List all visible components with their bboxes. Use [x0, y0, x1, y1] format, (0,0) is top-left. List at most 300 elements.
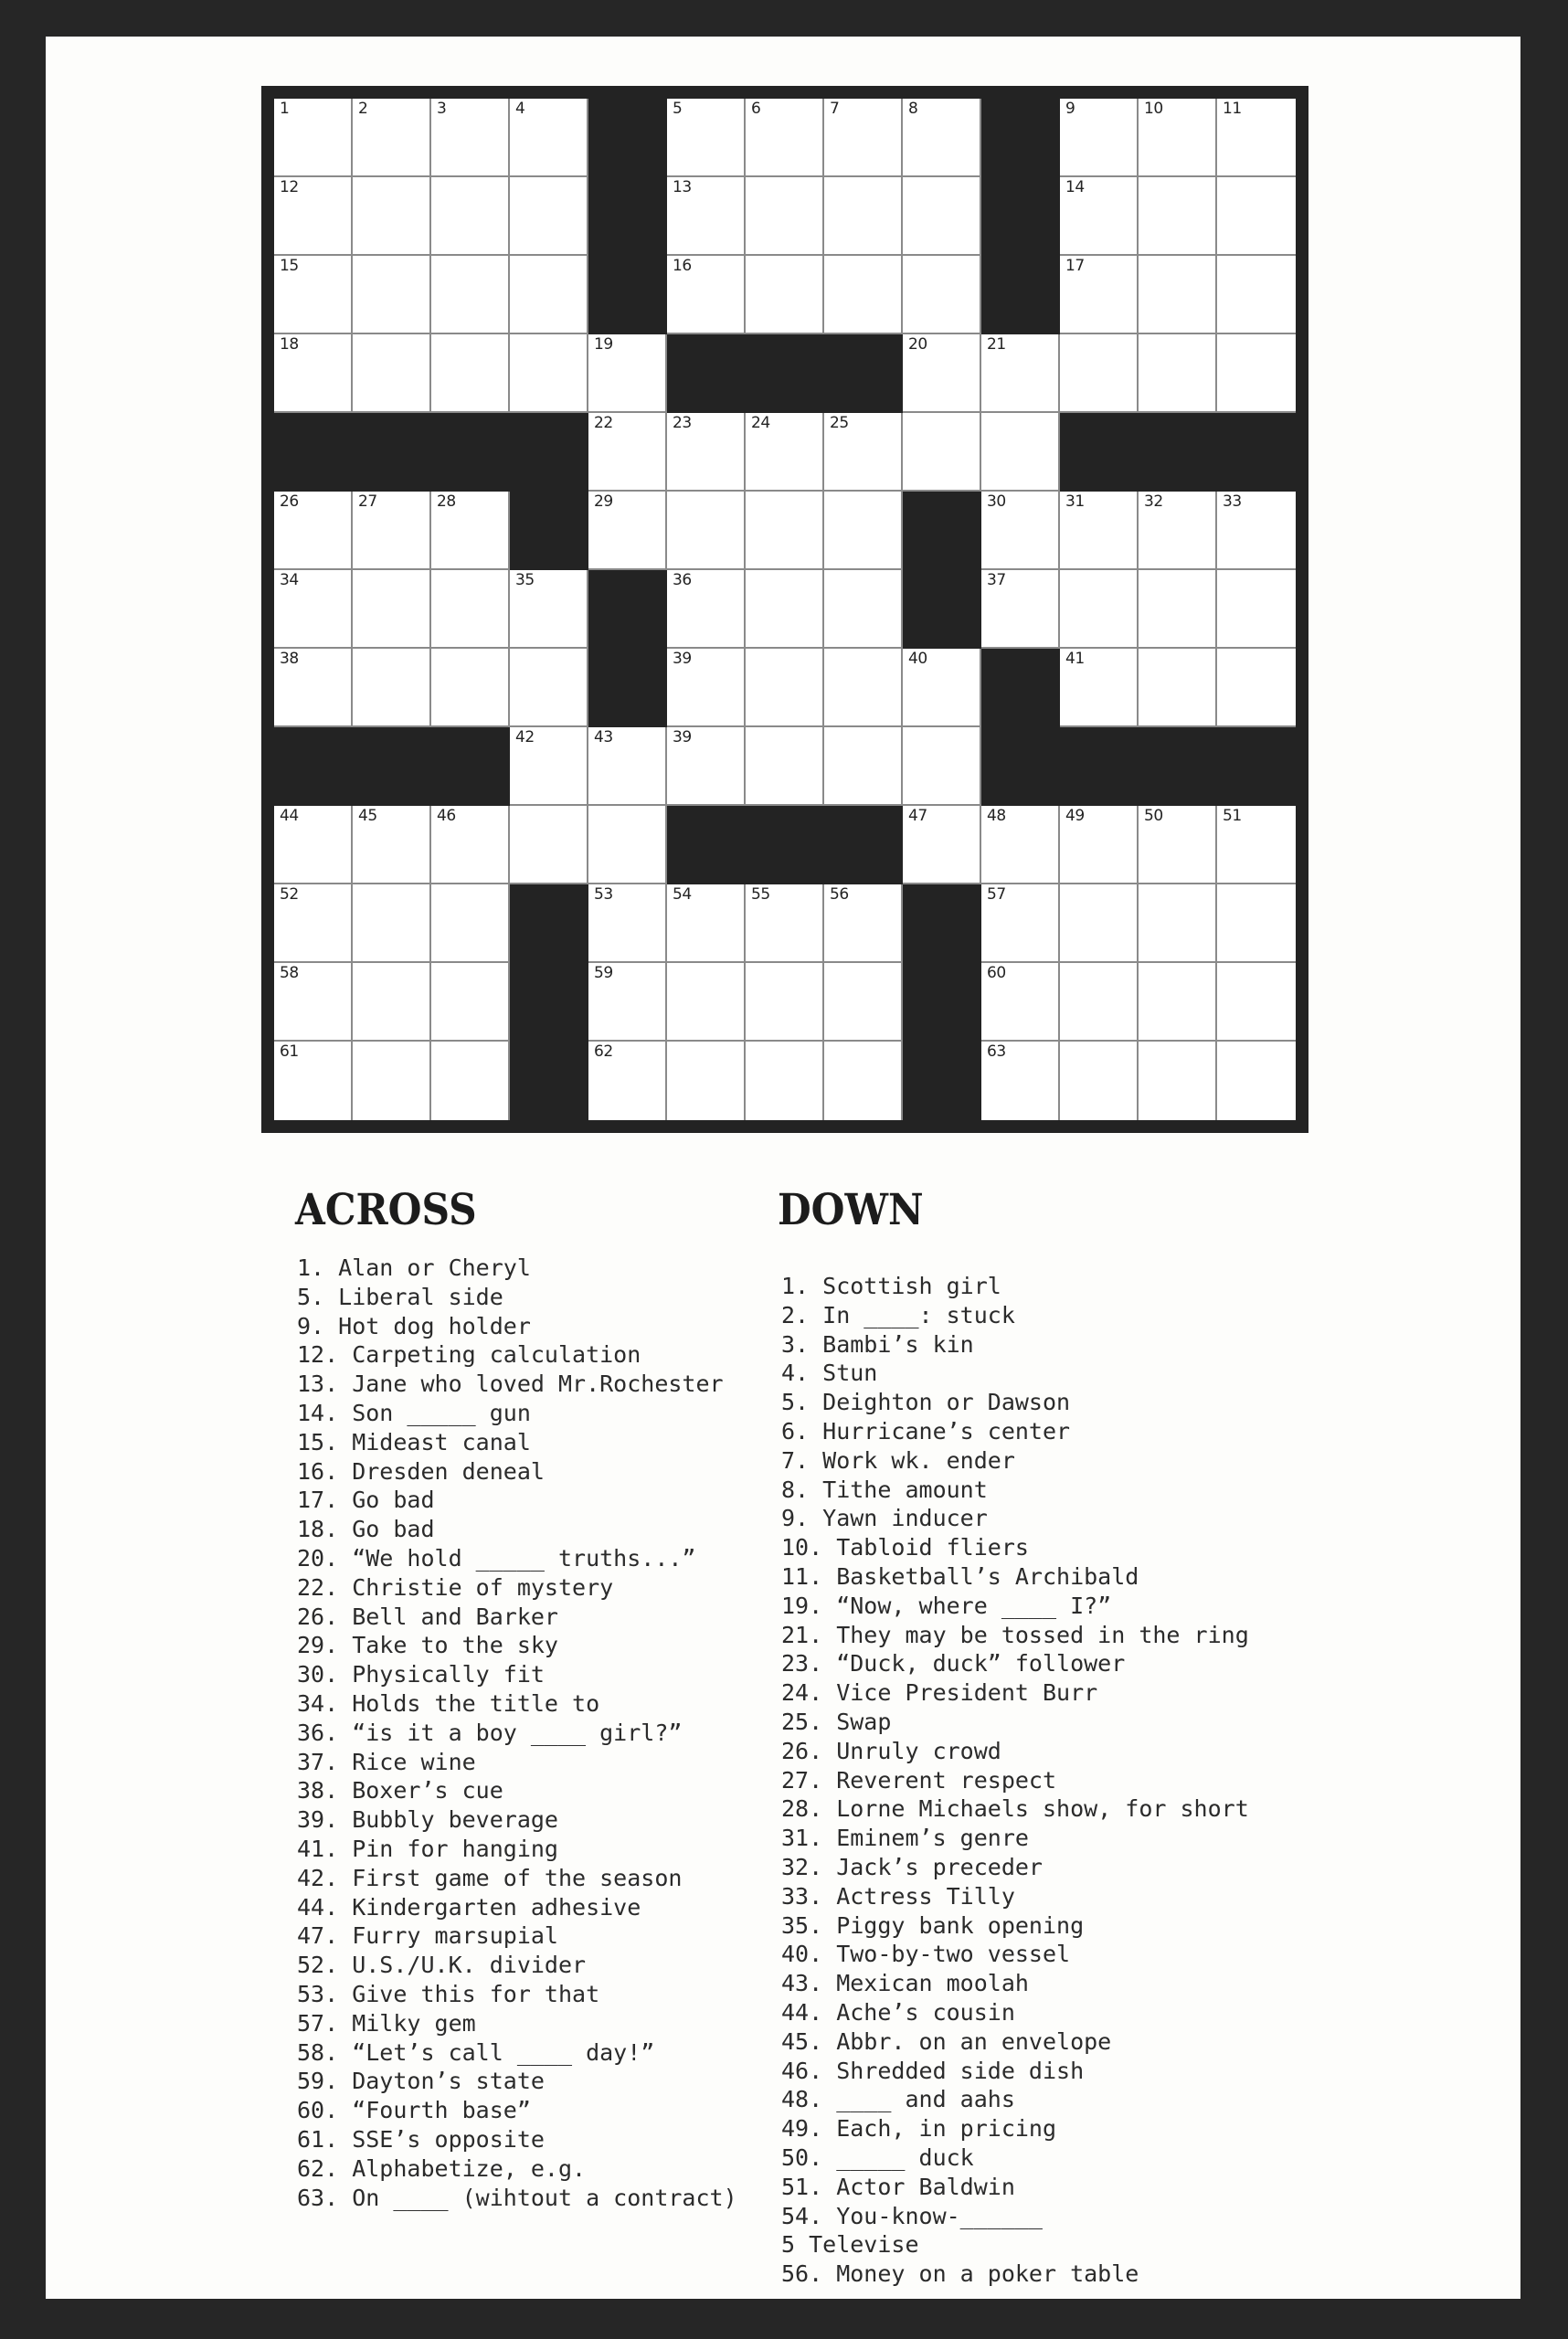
cell-number: 58 [280, 964, 299, 982]
grid-cell-black [431, 727, 510, 806]
cell-number: 28 [437, 492, 456, 511]
grid-cell-black [431, 413, 510, 492]
grid-cell[interactable] [353, 884, 431, 963]
cell-number: 5 [673, 100, 683, 118]
grid-cell[interactable] [746, 492, 824, 570]
grid-cell[interactable] [1060, 963, 1139, 1042]
grid-cell[interactable] [1217, 963, 1296, 1042]
grid-cell[interactable] [1060, 99, 1139, 177]
grid-cell-black [903, 570, 981, 649]
grid-cell[interactable] [981, 413, 1060, 492]
grid-cell-black [824, 334, 903, 413]
grid-cell[interactable] [274, 99, 353, 177]
clue-line: 46. Shredded side dish [781, 2057, 1085, 2084]
clue-line: 27. Reverent respect [781, 1766, 1057, 1794]
grid-cell-black [667, 334, 746, 413]
grid-cell[interactable] [1139, 1042, 1217, 1120]
grid-cell[interactable] [1217, 492, 1296, 570]
grid-cell[interactable] [667, 1042, 746, 1120]
cell-number: 11 [1223, 100, 1242, 118]
clue-line: 60. “Fourth base” [297, 2097, 531, 2124]
grid-cell[interactable] [274, 1042, 353, 1120]
grid-cell[interactable] [824, 177, 903, 256]
cell-number: 9 [1065, 100, 1075, 118]
cell-number: 34 [280, 571, 299, 589]
grid-cell-black [588, 177, 667, 256]
grid-cell-black [1217, 413, 1296, 492]
clue-line: 9. Hot dog holder [297, 1312, 531, 1339]
clue-line: 21. They may be tossed in the ring [781, 1621, 1249, 1648]
grid-cell-black [981, 727, 1060, 806]
cell-number: 40 [908, 650, 927, 668]
grid-cell[interactable] [353, 963, 431, 1042]
grid-cell-black [510, 884, 588, 963]
clue-line: 63. On ____ (wihtout a contract) [297, 2184, 737, 2211]
across-header: ACROSS [295, 1185, 477, 1235]
grid-cell-black [1060, 727, 1139, 806]
grid-cell[interactable] [274, 806, 353, 884]
clue-line: 26. Bell and Barker [297, 1603, 558, 1630]
grid-cell[interactable] [1217, 99, 1296, 177]
grid-cell[interactable] [667, 413, 746, 492]
cell-number: 26 [280, 492, 299, 511]
clue-line: 44. Kindergarten adhesive [297, 1893, 641, 1921]
grid-cell[interactable] [274, 256, 353, 334]
grid-cell[interactable] [274, 570, 353, 649]
cell-number: 39 [673, 650, 692, 668]
grid-cell[interactable] [431, 884, 510, 963]
grid-cell[interactable] [667, 963, 746, 1042]
clue-line: 4. Stun [781, 1360, 878, 1387]
grid-cell[interactable] [353, 492, 431, 570]
cell-number: 3 [437, 100, 447, 118]
grid-cell[interactable] [746, 413, 824, 492]
grid-cell-black [353, 413, 431, 492]
cell-number: 46 [437, 807, 456, 825]
cell-number: 16 [673, 257, 692, 275]
cell-number: 18 [280, 335, 299, 354]
grid-cell-black [981, 99, 1060, 177]
clue-line: 9. Yawn inducer [781, 1505, 988, 1532]
grid-cell[interactable] [1060, 492, 1139, 570]
grid-cell[interactable] [824, 963, 903, 1042]
grid-cell[interactable] [1139, 649, 1217, 727]
clue-line: 59. Dayton’s state [297, 2068, 545, 2095]
grid-cell[interactable] [353, 99, 431, 177]
grid-cell[interactable] [824, 99, 903, 177]
clue-line: 31. Eminem’s genre [781, 1825, 1029, 1852]
clue-line: 53. Give this for that [297, 1980, 600, 2007]
grid-cell[interactable] [903, 99, 981, 177]
grid-cell[interactable] [903, 727, 981, 806]
grid-cell-black [588, 256, 667, 334]
grid-cell[interactable] [824, 884, 903, 963]
clue-line: 5. Deighton or Dawson [781, 1389, 1071, 1416]
grid-cell[interactable] [588, 413, 667, 492]
grid-cell[interactable] [353, 1042, 431, 1120]
grid-cell[interactable] [510, 727, 588, 806]
cell-number: 24 [751, 414, 770, 432]
grid-cell-black [903, 884, 981, 963]
cell-number: 25 [830, 414, 849, 432]
grid-cell[interactable] [746, 99, 824, 177]
grid-cell[interactable] [1139, 570, 1217, 649]
grid-cell[interactable] [1060, 884, 1139, 963]
cell-number: 60 [987, 964, 1006, 982]
clue-line: 14. Son _____ gun [297, 1399, 531, 1426]
cell-number: 27 [358, 492, 377, 511]
grid-cell-black [1139, 413, 1217, 492]
grid-cell-black [903, 1042, 981, 1120]
clue-line: 5. Liberal side [297, 1283, 503, 1310]
grid-cell[interactable] [588, 884, 667, 963]
grid-cell-black [588, 99, 667, 177]
clue-line: 11. Basketball’s Archibald [781, 1562, 1139, 1590]
clue-line: 35. Piggy bank opening [781, 1911, 1085, 1939]
grid-cell[interactable] [1139, 99, 1217, 177]
grid-cell[interactable] [274, 963, 353, 1042]
clue-line: 42. First game of the season [297, 1864, 683, 1891]
grid-cell[interactable] [746, 649, 824, 727]
grid-cell-black [588, 570, 667, 649]
clue-line: 28. Lorne Michaels show, for short [781, 1795, 1249, 1823]
grid-cell[interactable] [1139, 334, 1217, 413]
clue-line: 18. Go bad [297, 1516, 435, 1543]
grid-cell[interactable] [903, 413, 981, 492]
grid-cell-black [746, 334, 824, 413]
cell-number: 15 [280, 257, 299, 275]
grid-cell-black [353, 727, 431, 806]
grid-cell[interactable] [746, 727, 824, 806]
grid-cell[interactable] [746, 256, 824, 334]
grid-cell-black [981, 649, 1060, 727]
grid-cell[interactable] [1060, 806, 1139, 884]
clue-line: 17. Go bad [297, 1487, 435, 1514]
grid-cell-black [1060, 413, 1139, 492]
grid-cell[interactable] [667, 492, 746, 570]
grid-cell-black [588, 649, 667, 727]
cell-number: 32 [1144, 492, 1163, 511]
clue-line: 2. In ____: stuck [781, 1301, 1015, 1328]
cell-number: 22 [594, 414, 613, 432]
cell-number: 61 [280, 1042, 299, 1061]
grid-cell[interactable] [353, 177, 431, 256]
grid-cell-black [903, 492, 981, 570]
cell-number: 41 [1065, 650, 1085, 668]
clue-line: 50. _____ duck [781, 2143, 974, 2171]
grid-cell[interactable] [431, 256, 510, 334]
grid-cell[interactable] [510, 256, 588, 334]
grid-cell[interactable] [746, 177, 824, 256]
grid-cell-black [510, 492, 588, 570]
cell-number: 1 [280, 100, 290, 118]
grid-cell[interactable] [431, 649, 510, 727]
grid-cell[interactable] [431, 570, 510, 649]
grid-cell[interactable] [1217, 806, 1296, 884]
clue-line: 26. Unruly crowd [781, 1737, 1001, 1764]
grid-cell[interactable] [824, 256, 903, 334]
clue-line: 1. Scottish girl [781, 1273, 1001, 1299]
clue-line: 48. ____ and aahs [781, 2086, 1015, 2113]
clue-line: 8. Tithe amount [781, 1476, 988, 1503]
grid-cell[interactable] [667, 649, 746, 727]
clue-line: 20. “We hold _____ truths...” [297, 1544, 696, 1572]
grid-cell[interactable] [1060, 1042, 1139, 1120]
cell-number: 14 [1065, 178, 1085, 196]
cell-number: 33 [1223, 492, 1242, 511]
cell-number: 13 [673, 178, 692, 196]
clue-line: 33. Actress Tilly [781, 1882, 1015, 1910]
cell-number: 29 [594, 492, 613, 511]
grid-cell[interactable] [431, 1042, 510, 1120]
clue-line: 22. Christie of mystery [297, 1573, 614, 1601]
cell-number: 48 [987, 807, 1006, 825]
clue-line: 36. “is it a boy ____ girl?” [297, 1719, 683, 1746]
grid-cell[interactable] [981, 806, 1060, 884]
cell-number: 30 [987, 492, 1006, 511]
clue-line: 54. You-know-______ [781, 2202, 1043, 2229]
cell-number: 44 [280, 807, 299, 825]
clue-line: 23. “Duck, duck” follower [781, 1650, 1126, 1678]
cell-number: 51 [1223, 807, 1242, 825]
cell-number: 37 [987, 571, 1006, 589]
grid-cell[interactable] [667, 99, 746, 177]
clue-line: 19. “Now, where ____ I?” [781, 1592, 1112, 1619]
grid-cell[interactable] [824, 570, 903, 649]
grid-cell[interactable] [274, 649, 353, 727]
clue-line: 41. Pin for hanging [297, 1835, 558, 1862]
grid-cell[interactable] [1139, 492, 1217, 570]
across-clue-list [297, 1254, 737, 2212]
grid-cell[interactable] [667, 570, 746, 649]
grid-cell[interactable] [981, 492, 1060, 570]
cell-number: 4 [515, 100, 525, 118]
cell-number: 38 [280, 650, 299, 668]
down-clue-list [781, 1272, 1249, 2289]
grid-cell[interactable] [1217, 334, 1296, 413]
grid-cell[interactable] [353, 334, 431, 413]
cell-number: 45 [358, 807, 377, 825]
grid-cell[interactable] [667, 884, 746, 963]
cell-number: 21 [987, 335, 1006, 354]
grid-cell[interactable] [981, 1042, 1060, 1120]
cell-number: 53 [594, 885, 613, 904]
cell-number: 2 [358, 100, 368, 118]
cell-number: 52 [280, 885, 299, 904]
clue-line: 44. Ache’s cousin [781, 1998, 1015, 2026]
grid-cell[interactable] [1217, 570, 1296, 649]
grid-cell[interactable] [353, 806, 431, 884]
grid-cell[interactable] [824, 727, 903, 806]
grid-cell[interactable] [824, 649, 903, 727]
grid-cell[interactable] [1139, 963, 1217, 1042]
grid-cell[interactable] [274, 492, 353, 570]
cell-number: 31 [1065, 492, 1085, 511]
clue-line: 57. Milky gem [297, 2009, 476, 2037]
grid-cell[interactable] [903, 334, 981, 413]
grid-cell[interactable] [274, 334, 353, 413]
grid-cell[interactable] [510, 99, 588, 177]
clue-line: 3. Bambi’s kin [781, 1330, 974, 1358]
clue-line: 37. Rice wine [297, 1748, 476, 1775]
grid-cell[interactable] [274, 177, 353, 256]
clue-line: 62. Alphabetize, e.g. [297, 2154, 587, 2182]
cell-number: 62 [594, 1042, 613, 1061]
grid-cell[interactable] [746, 884, 824, 963]
grid-cell-black [981, 256, 1060, 334]
clue-line: 61. SSE’s opposite [297, 2125, 545, 2153]
cell-number: 7 [830, 100, 840, 118]
grid-cell[interactable] [667, 177, 746, 256]
grid-cell[interactable] [667, 256, 746, 334]
grid-cell[interactable] [824, 492, 903, 570]
clue-line: 58. “Let’s call ____ day!” [297, 2038, 655, 2066]
grid-cell[interactable] [510, 334, 588, 413]
grid-cell-black [667, 806, 746, 884]
clue-line: 52. U.S./U.K. divider [297, 1952, 587, 1979]
cell-number: 8 [908, 100, 918, 118]
cell-number: 47 [908, 807, 927, 825]
grid-cell[interactable] [510, 177, 588, 256]
grid-cell-black [274, 413, 353, 492]
cell-number: 57 [987, 885, 1006, 904]
grid-cell[interactable] [510, 806, 588, 884]
grid-cell[interactable] [981, 963, 1060, 1042]
grid-cell[interactable] [431, 99, 510, 177]
cell-number: 19 [594, 335, 613, 354]
clue-line: 1. Alan or Cheryl [297, 1254, 531, 1281]
grid-cell[interactable] [1217, 1042, 1296, 1120]
cell-number: 54 [673, 885, 692, 904]
clue-line: 38. Boxer’s cue [297, 1777, 503, 1805]
grid-cell[interactable] [824, 1042, 903, 1120]
clue-line: 51. Actor Baldwin [781, 2173, 1015, 2200]
grid-cell[interactable] [274, 884, 353, 963]
clue-line: 16. Dresden deneal [297, 1457, 545, 1485]
grid-cell[interactable] [1060, 334, 1139, 413]
clue-line: 43. Mexican moolah [781, 1970, 1029, 1997]
grid-cell[interactable] [588, 492, 667, 570]
grid-cell-black [903, 963, 981, 1042]
cell-number: 17 [1065, 257, 1085, 275]
clue-line: 25. Swap [781, 1708, 892, 1735]
cell-number: 39 [673, 728, 692, 746]
clue-line: 24. Vice President Burr [781, 1679, 1098, 1707]
cell-number: 6 [751, 100, 761, 118]
grid-cell[interactable] [588, 806, 667, 884]
grid-cell[interactable] [981, 334, 1060, 413]
grid-cell[interactable] [1060, 256, 1139, 334]
grid-cell[interactable] [1217, 177, 1296, 256]
grid-cell[interactable] [431, 177, 510, 256]
grid-cell[interactable] [510, 649, 588, 727]
grid-cell[interactable] [1139, 177, 1217, 256]
clue-line: 10. Tabloid fliers [781, 1534, 1029, 1561]
grid-cell[interactable] [1060, 570, 1139, 649]
clue-line: 7. Work wk. ender [781, 1446, 1015, 1474]
grid-cell[interactable] [1139, 884, 1217, 963]
grid-cell[interactable] [510, 570, 588, 649]
cell-number: 49 [1065, 807, 1085, 825]
clue-line: 39. Bubbly beverage [297, 1806, 558, 1834]
clue-line: 6. Hurricane’s center [781, 1417, 1071, 1445]
cell-number: 42 [515, 728, 535, 746]
grid-cell-black [510, 413, 588, 492]
grid-cell-black [1217, 727, 1296, 806]
grid-cell[interactable] [588, 334, 667, 413]
grid-cell[interactable] [824, 413, 903, 492]
grid-cell-black [746, 806, 824, 884]
grid-cell-black [510, 1042, 588, 1120]
cell-number: 12 [280, 178, 299, 196]
grid-cell[interactable] [1060, 177, 1139, 256]
grid-cell[interactable] [1217, 649, 1296, 727]
grid-cell[interactable] [981, 884, 1060, 963]
crossword-grid [261, 86, 1308, 1133]
grid-cell[interactable] [588, 727, 667, 806]
grid-cell[interactable] [353, 649, 431, 727]
cell-number: 36 [673, 571, 692, 589]
grid-cell[interactable] [903, 256, 981, 334]
grid-cell[interactable] [431, 334, 510, 413]
grid-cell[interactable] [431, 963, 510, 1042]
grid-cell[interactable] [903, 806, 981, 884]
grid-cell[interactable] [588, 963, 667, 1042]
grid-cell[interactable] [981, 570, 1060, 649]
clue-line: 13. Jane who loved Mr.Rochester [297, 1371, 724, 1398]
clue-line: 45. Abbr. on an envelope [781, 2027, 1112, 2055]
grid-cell[interactable] [431, 492, 510, 570]
puzzle-sheet [46, 37, 1520, 2299]
grid-cell[interactable] [667, 727, 746, 806]
cell-number: 63 [987, 1042, 1006, 1061]
clue-line: 47. Furry marsupial [297, 1922, 558, 1950]
grid-cell[interactable] [1217, 884, 1296, 963]
grid-cell[interactable] [746, 570, 824, 649]
clue-line: 56. Money on a poker table [781, 2260, 1139, 2288]
grid-cell[interactable] [353, 570, 431, 649]
clue-line: 15. Mideast canal [297, 1428, 531, 1455]
cell-number: 55 [751, 885, 770, 904]
crossword-grid-cells [274, 99, 1296, 1120]
grid-cell[interactable] [903, 177, 981, 256]
grid-cell[interactable] [1060, 649, 1139, 727]
grid-cell[interactable] [1139, 806, 1217, 884]
grid-cell[interactable] [588, 1042, 667, 1120]
cell-number: 23 [673, 414, 692, 432]
grid-cell[interactable] [1139, 256, 1217, 334]
grid-cell[interactable] [1217, 256, 1296, 334]
grid-cell-black [510, 963, 588, 1042]
grid-cell[interactable] [746, 963, 824, 1042]
grid-cell[interactable] [746, 1042, 824, 1120]
clue-line: 5 Televise [781, 2231, 919, 2259]
cell-number: 20 [908, 335, 927, 354]
grid-cell[interactable] [431, 806, 510, 884]
clue-line: 32. Jack’s preceder [781, 1853, 1043, 1880]
cell-number: 56 [830, 885, 849, 904]
down-header: DOWN [778, 1185, 924, 1235]
grid-cell-black [824, 806, 903, 884]
cell-number: 43 [594, 728, 613, 746]
clue-line: 30. Physically fit [297, 1661, 545, 1688]
grid-cell-black [981, 177, 1060, 256]
clue-line: 29. Take to the sky [297, 1632, 558, 1659]
grid-cell[interactable] [903, 649, 981, 727]
grid-cell-black [274, 727, 353, 806]
grid-cell[interactable] [353, 256, 431, 334]
cell-number: 59 [594, 964, 613, 982]
